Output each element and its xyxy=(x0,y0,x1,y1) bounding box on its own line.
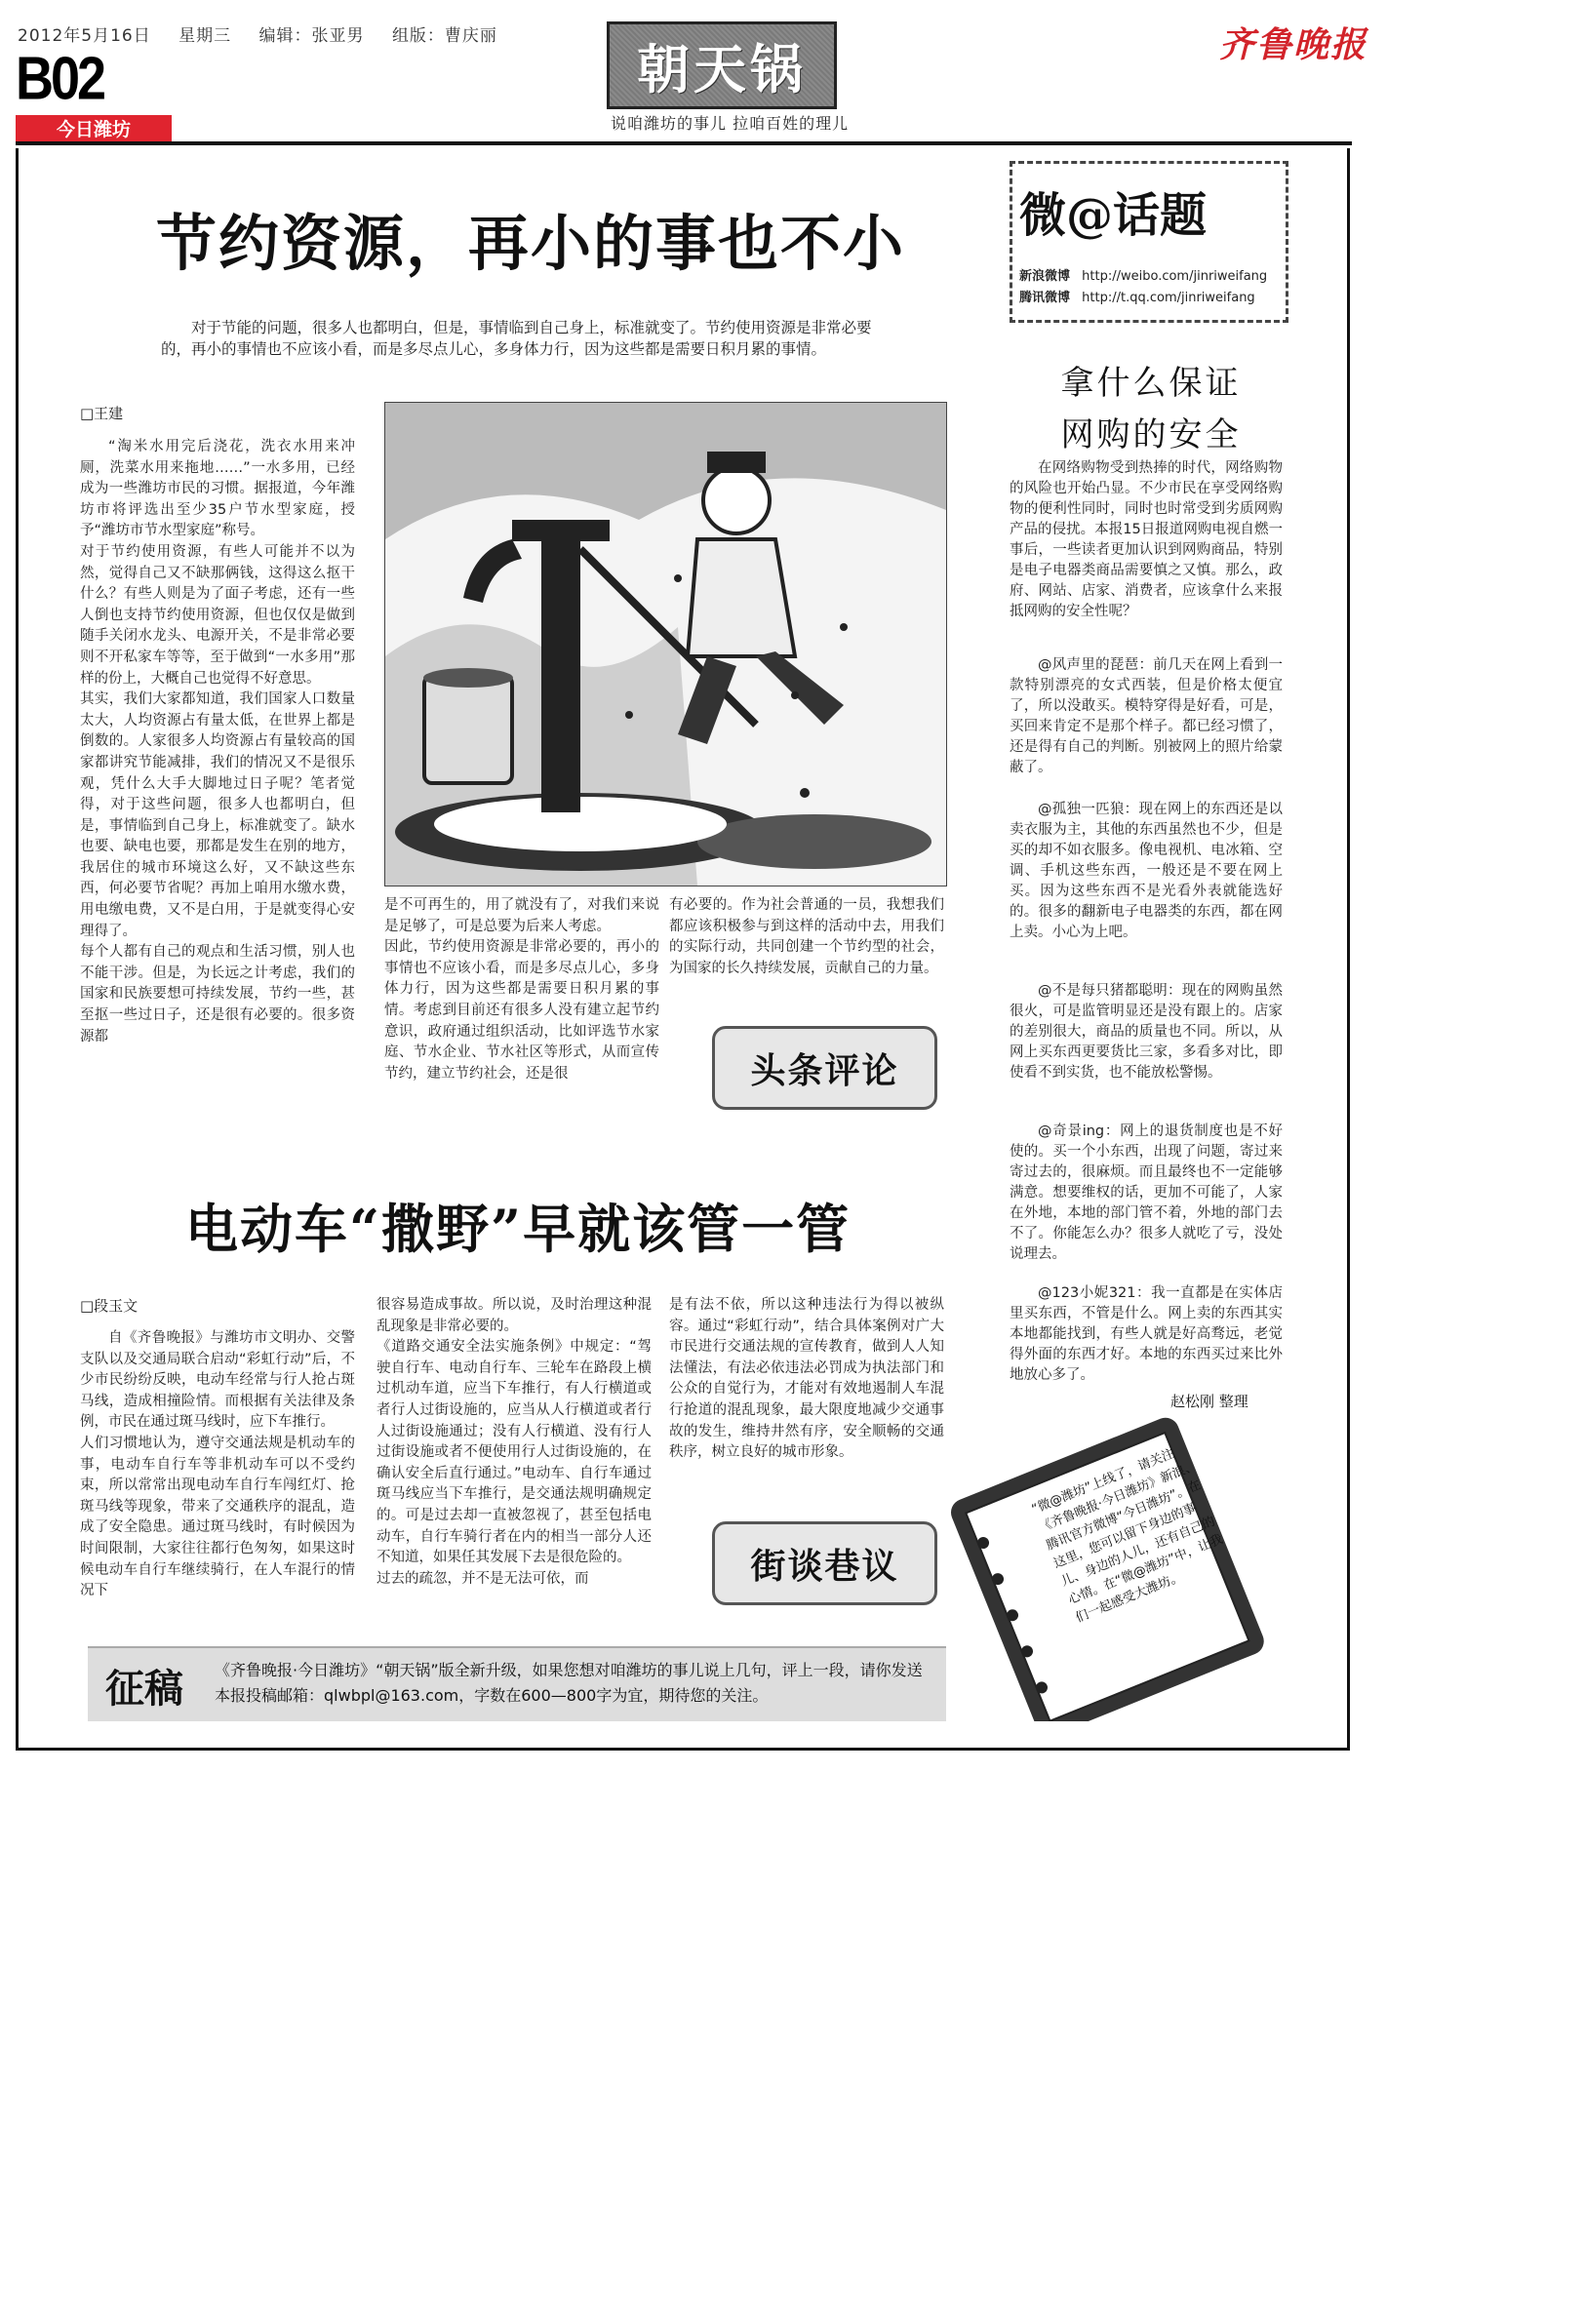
article1-col1: “淘米水用完后浇花，洗衣水用来冲厕，洗菜水用来拖地……”一水多用，已经成为一些潍坊市民的习惯。据报道，今年潍坊市将评选出至少35户节水型家庭，授予“潍坊市节水型家庭”称号。 对于节约使用资源，有些人可能并不以为然，觉得自己又不缺那俩钱，这得这么抠干什么？有些人则是为了面子考虑，还有一些人倒也支持节约使用资源，但也仅仅是做到随手关闭水龙头、电源开关，不是非常必要则不开私家车等等，至于做到“一水多用”那样的份上，大概自己也觉得不好意思。 其实，我们大家都知道，我们国家人口数量太大，人均资源占有量太低，在世界上都是倒数的。人家很多人均资源占有量较高的国家都讲究节能减排，我们的情况又不是很乐观，凭什么大手大脚地过日子呢？笔者觉得，对于这些问题，很多人也都明白，但是，事情临到自己身上，标准就变了。缺水也要、缺电也要，那都是发生在别的地方，我居住的城市环境这么好，又不缺这些东西，何必要节省呢？再加上咱用水缴水费，用电缴电费，又不是白用，于是就变得心安理得了。 每个人都有自己的观点和生活习惯，别人也不能干涉。但是，为长远之计考虑，我们的国家和民族要想可持续发展，节约一些，甚至抠一些过日子，还是很有必要的。很多资源都 xyxy=(80,439,355,1044)
tencent-weibo-label: 腾讯微博 xyxy=(1019,291,1071,305)
pump-cartoon-illustration xyxy=(384,402,947,886)
article1-byline: □王建 xyxy=(80,405,124,422)
sidebar-title-line1: 拿什么保证 xyxy=(1060,364,1242,403)
editor-credit: 编辑：张亚男 xyxy=(258,26,365,46)
notebook-text: “微@潍坊”上线了，请关注《齐鲁晚报·今日潍坊》新浪、腾讯官方微博“今日潍坊”。在这里，您可以留下身边的事儿、身边的人儿，还有自己的心情。在“微@潍坊”中，让我们一起感受大潍坊。 xyxy=(1029,1446,1225,1627)
issue-date: 2012年5月16日 xyxy=(18,26,151,46)
sina-weibo-row xyxy=(1019,265,1267,284)
page-number: B02 xyxy=(16,45,104,113)
sidebar-intro: 在网络购物受到热捧的时代，网络购物的风险也开始凸显。不少市民在享受网络购物的便利性同时，同时也时常受到劣质网购产品的侵扰。本报15日报道网购电视自燃一事后，一些读者更加认识到网购商品，特别是电子电器类商品需要慎之又慎。那么，政府、网站、店家、消费者，应该拿什么来报抵网购的安全性呢？ xyxy=(1010,460,1283,619)
sidebar-title-line2: 网购的安全 xyxy=(1060,415,1242,454)
layout-credit: 组版：曹庆丽 xyxy=(391,26,497,46)
masthead-title: 朝天锅 xyxy=(637,37,807,100)
article2-col2: 很容易造成事故。所以说，及时治理这种混乱现象是非常必要的。 《道路交通安全法实施条例》中规定：“驾驶自行车、电动自行车、三轮车在路段上横过机动车道，应当下车推行，有人行横道或者行人过街设施的，应当从人行横道或者行人过街设施通过；没有人行横道、没有行人过街设施或者不便使用行人过街设施的，在确认安全后直行通过。”电动车、自行车通过斑马线应当下车推行，是交通法规明确规定的。可是过去却一直被忽视了，甚至包括电动车，自行车骑行者在内的相当一部分人还不知道，如果任其发展下去是很危险的。 过去的疏忽，并不是无法可依，而 xyxy=(376,1297,652,1587)
article2-byline: □段玉文 xyxy=(80,1297,139,1315)
section-tab: 今日潍坊 xyxy=(16,115,172,144)
sidebar-signature: 赵松刚 整理 xyxy=(1170,1393,1248,1410)
sidebar-comment-2: @孤独一匹狼：现在网上的东西还是以卖衣服为主，其他的东西虽然也不少，但是买的却不如衣服多。像电视机、电冰箱、空调、手机这些东西，一般还是不要在网上买。因为这些东西不是光看外表就能选好的。很多的翻新电子电器类的东西，都在网上卖。小心为上吧。 xyxy=(1010,802,1283,940)
masthead-slogan: 说咱潍坊的事儿 拉咱百姓的理儿 xyxy=(611,114,850,133)
header-rule xyxy=(16,141,1352,145)
sidebar-comment-4: @奇景ing：网上的退货制度也是不好使的。买一个小东西，出现了问题，寄过来寄过去的，很麻烦。而且最终也不一定能够满意。想要维权的话，更加不可能了，人家在外地，本地的部门管不着，外地的部门去不了。你能怎么办？很多人就吃了亏，没处说理去。 xyxy=(1010,1123,1283,1262)
call-for-submissions-text: 《齐鲁晚报·今日潍坊》“朝天锅”版全新升级，如果您想对咱潍坊的事儿说上几句，评上一段，请你发送本报投稿邮箱：qlwbpl@163.com，字数在600—800字为宜，期待您的关注。 xyxy=(215,1661,923,1705)
weibo-topic-title: 微@话题 xyxy=(1019,188,1208,243)
newspaper-logo: 齐鲁晚报 xyxy=(1219,24,1368,65)
article2-col3: 是有法不依，所以这种违法行为得以被纵容。通过“彩虹行动”，结合具体案例对广大市民进行交通法规的宣传教育，做到人人知法懂法，有法必依违法必罚成为执法部门和公众的自觉行为，才能对有效地遏制人车混行抢道的混乱现象，最大限度地减少交通事故的发生，维持井然有序，安全顺畅的交通秩序，树立良好的城市形象。 xyxy=(669,1297,944,1461)
column-masthead xyxy=(607,21,837,109)
sidebar-comment-1: @风声里的琵琶：前几天在网上看到一款特别漂亮的女式西装，但是价格太便宜了，所以没敢买。模特穿得是好看，可是，买回来肯定不是那个样子。都已经习惯了，还是得有自己的判断。别被网上的照片给蒙蔽了。 xyxy=(1010,657,1283,775)
call-for-submissions-label: 征稿 xyxy=(105,1666,183,1712)
sidebar-comment-3: @不是每只猪都聪明：现在的网购虽然很火，可是监管明显还是没有跟上的。店家的差别很大，商品的质量也不同。所以，从网上买东西更要货比三家，多看多对比，即使看不到实货，也不能放松警惕。 xyxy=(1010,983,1283,1081)
pump-cartoon-svg xyxy=(385,403,946,886)
sidebar-comment-5: @123小妮321：我一直都是在实体店里买东西，不管是什么。网上卖的东西其实本地都能找到，有些人就是好高骛远，老觉得外面的东西才好。本地的东西买过来比外地放心多了。 xyxy=(1010,1285,1283,1383)
article2-col1: 自《齐鲁晚报》与潍坊市文明办、交警支队以及交通局联合启动“彩虹行动”后，不少市民纷纷反映，电动车经常与行人抢占斑马线，造成相撞险情。而根据有关法律及条例，市民在通过斑马线时，应下车推行。 人们习惯地认为，遵守交通法规是机动车的事，电动车自行车等非机动车可以不受约束，所以常常出现电动车自行车闯红灯、抢斑马线等现象，带来了交通秩序的混乱，造成了安全隐患。通过斑马线时，有时候因为时间限制，大家往往都行色匆匆，如果这时候电动车自行车继续骑行，在人车混行的情况下 xyxy=(80,1330,355,1599)
tencent-weibo-url[interactable]: http://t.qq.com/jinriweifang xyxy=(1082,291,1255,305)
article1-lead: 对于节能的问题，很多人也都明白，但是，事情临到自己身上，标准就变了。节约使用资源是非常必要的，再小的事情也不应该小看，而是多尽点儿心，多身体力行，因为这些都是需要日积月累的事情。 xyxy=(161,319,872,358)
tencent-weibo-row xyxy=(1019,287,1255,305)
article1-col3: 有必要的。作为社会普通的一员，我想我们都应该积极参与到这样的活动中去，用我们的实际行动，共同创建一个节约型的社会，为国家的长久持续发展，贡献自己的力量。 xyxy=(669,897,944,976)
article1-title: 节约资源，再小的事也不小 xyxy=(156,208,906,279)
issue-weekday: 星期三 xyxy=(178,26,232,46)
article2-title: 电动车“撒野”早就该管一管 xyxy=(185,1198,852,1260)
street-talk-label: 街谈巷议 xyxy=(750,1546,899,1587)
headline-comment-label: 头条评论 xyxy=(750,1050,899,1091)
sina-weibo-url[interactable]: http://weibo.com/jinriweifang xyxy=(1082,269,1268,284)
sina-weibo-label: 新浪微博 xyxy=(1019,269,1071,284)
article1-col2: 是不可再生的，用了就没有了，对我们来说是足够了，可是总要为后来人考虑。 因此，节约使用资源是非常必要的，再小的事情也不应该小看，而是多尽点儿心，多身体力行，因为这些都是需要日积月累的事情。考虑到目前还有很多人没有建立起节约意识，政府通过组织活动，比如评选节水家庭、节水企业、节水社区等形式，从而宣传节约，建立节约社会，还是很 xyxy=(384,897,659,1082)
page-meta xyxy=(18,21,519,46)
headline-comment-stamp xyxy=(712,1026,937,1110)
street-talk-stamp xyxy=(712,1521,937,1605)
